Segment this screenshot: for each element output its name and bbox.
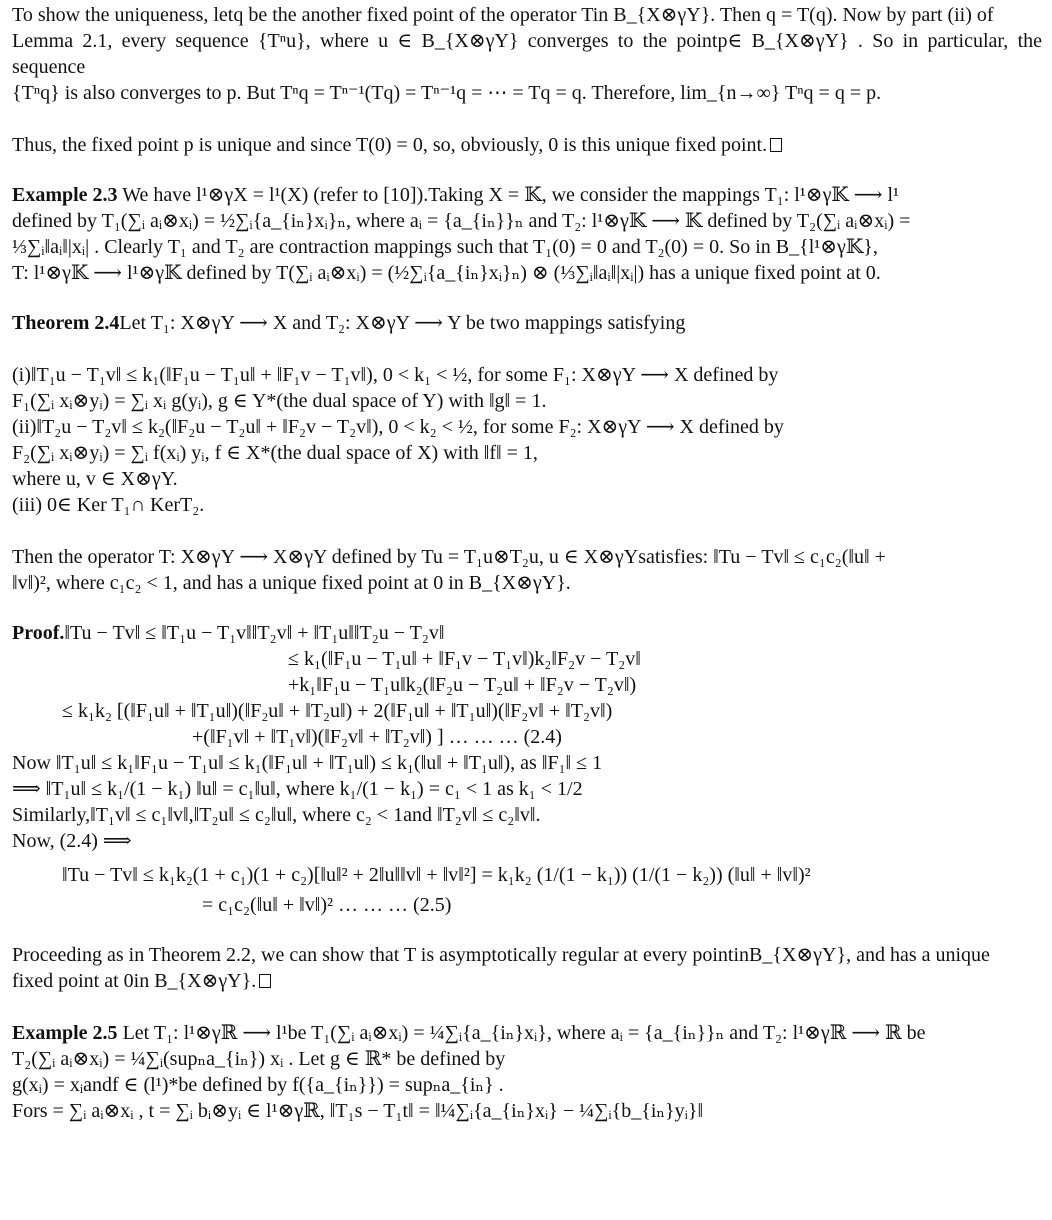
theorem-conditions — [12, 362, 1042, 518]
proof — [12, 620, 1042, 918]
text-line: T₂(∑ᵢ aᵢ⊗xᵢ) = ¼∑ᵢ(supₙa_{iₙ}) xᵢ . Let g ∈ ℝ* be defined by — [12, 1048, 506, 1070]
text-line-with-qed — [12, 132, 1042, 158]
example-2-3 — [12, 182, 1042, 286]
text-line: {Tⁿq} is also converges to p. But Tⁿq = Tⁿ⁻¹(Tq) = Tⁿ⁻¹q = ⋯ = Tq = q. Therefore, lim_{n→∞} Tⁿq = q = p. — [12, 82, 882, 104]
proof-first-line — [12, 620, 1042, 646]
text-line: Proceeding as in Theorem 2.2, we can show that T is asymptotically regular at every pointinB_{X⊗γY}, and has a unique — [12, 944, 990, 966]
text-line: To show the uniqueness, letq be the another fixed point of the operator Tin B_{X⊗γY}. Then q = T(q). Now by part (ii) of — [12, 4, 994, 26]
page — [12, 2, 1042, 1124]
example-heading: Example 2.3 — [12, 184, 118, 206]
paragraph-thus — [12, 132, 1042, 158]
text-line: ‖v‖)², where c₁c₂ < 1, and has a unique fixed point at 0 in B_{X⊗γY}. — [12, 572, 571, 594]
text-line: Lemma 2.1, every sequence {Tⁿu}, where u ∈ B_{X⊗γY} converges to the pointp∈ B_{X⊗γY} . So in particular, the sequence — [12, 30, 1042, 78]
text-line: g(xᵢ) = xᵢandf ∈ (l¹)*be defined by f({a_{iₙ}}) = supₙa_{iₙ} . — [12, 1074, 504, 1096]
text-line: ⅓∑ᵢ‖aᵢ‖|xᵢ| . Clearly T₁ and T₂ are contraction mappings such that T₁(0) = 0 and T₂(0) = 0. So in B_{l¹⊗γ𝕂}, — [12, 236, 878, 258]
paragraph-uniqueness — [12, 2, 1042, 106]
text-line: Let T₁: l¹⊗γℝ ⟶ l¹be T₁(∑ᵢ aᵢ⊗xᵢ) = ¼∑ᵢ{a_{iₙ}xᵢ}, where aᵢ = {a_{iₙ}}ₙ and T₂: l¹⊗γℝ ⟶ ℝ be — [122, 1022, 926, 1044]
condition-line: F₂(∑ᵢ xᵢ⊗yᵢ) = ∑ᵢ f(xᵢ) yᵢ, f ∈ X*(the dual space of X) with ‖f‖ = 1, — [12, 442, 538, 464]
proof-line: +k₁‖F₁u − T₁u‖k₂(‖F₂u − T₂u‖ + ‖F₂v − T₂v‖) — [288, 674, 637, 696]
text-line: We have l¹⊗γX = l¹(X) (refer to [10]).Taking X = 𝕂, we consider the mappings T₁: l¹⊗γ𝕂 ⟶ l¹ — [122, 184, 900, 206]
condition-line: (iii) 0∈ Ker T₁∩ KerT₂. — [12, 494, 205, 516]
text-line: fixed point at 0in B_{X⊗γY}. — [12, 970, 257, 992]
condition-line: (i)‖T₁u − T₁v‖ ≤ k₁(‖F₁u − T₁u‖ + ‖F₁v − T₁v‖), 0 < k₁ < ½, for some F₁: X⊗γY ⟶ X defined by — [12, 364, 779, 386]
proof-line: ⟹ ‖T₁u‖ ≤ k₁/(1 − k₁) ‖u‖ = c₁‖u‖, where k₁/(1 − k₁) = c₁ < 1 as k₁ < 1/2 — [12, 778, 583, 800]
proof-line: = c₁c₂(‖u‖ + ‖v‖)² … … … (2.5) — [202, 894, 452, 916]
example-first-line — [12, 1020, 1042, 1046]
qed-symbol — [770, 138, 782, 152]
condition-line: F₁(∑ᵢ xᵢ⊗yᵢ) = ∑ᵢ xᵢ g(yᵢ), g ∈ Y*(the dual space of Y) with ‖g‖ = 1. — [12, 390, 547, 412]
text-line: Let T₁: X⊗γY ⟶ X and T₂: X⊗γY ⟶ Y be two mappings satisfying — [119, 312, 686, 334]
proof-heading: Proof. — [12, 622, 65, 644]
paragraph-proceeding — [12, 942, 1042, 994]
proof-line: Now, (2.4) ⟹ — [12, 830, 132, 852]
example-2-5 — [12, 1020, 1042, 1124]
text-line: Fors = ∑ᵢ aᵢ⊗xᵢ , t = ∑ᵢ bᵢ⊗yᵢ ∈ l¹⊗γℝ, ‖T₁s − T₁t‖ = ‖¼∑ᵢ{a_{iₙ}xᵢ} − ¼∑ᵢ{b_{iₙ}yᵢ}‖ — [12, 1100, 704, 1122]
proof-line: Similarly,‖T₁v‖ ≤ c₁‖v‖,‖T₂u‖ ≤ c₂‖u‖, where c₂ < 1and ‖T₂v‖ ≤ c₂‖v‖. — [12, 804, 541, 826]
theorem-2-4 — [12, 310, 1042, 336]
text-line: defined by T₁(∑ᵢ aᵢ⊗xᵢ) = ½∑ᵢ{a_{iₙ}xᵢ}ₙ, where aᵢ = {a_{iₙ}}ₙ and T₂: l¹⊗γ𝕂 ⟶ 𝕂 defined by T₂(∑ᵢ aᵢ⊗xᵢ) = — [12, 210, 911, 232]
proof-line: +(‖F₁v‖ + ‖T₁v‖)(‖F₂v‖ + ‖T₂v‖) ] … … … (2.4) — [192, 726, 562, 748]
qed-symbol — [259, 974, 271, 988]
proof-line: ≤ k₁k₂ [(‖F₁u‖ + ‖T₁u‖)(‖F₂u‖ + ‖T₂u‖) + 2(‖F₁u‖ + ‖T₁u‖)(‖F₂v‖ + ‖T₂v‖) — [62, 700, 613, 722]
condition-line: where u, v ∈ X⊗γY. — [12, 468, 178, 490]
proof-line: Now ‖T₁u‖ ≤ k₁‖F₁u − T₁u‖ ≤ k₁(‖F₁u‖ + ‖T₁u‖) ≤ k₁(‖u‖ + ‖T₁u‖), as ‖F₁‖ ≤ 1 — [12, 752, 603, 774]
proof-line: ‖Tu − Tv‖ ≤ k₁k₂(1 + c₁)(1 + c₂)[‖u‖² + 2‖u‖‖v‖ + ‖v‖²] = k₁k₂ (1/(1 − k₁)) (1/(1 − k₂)) (‖u‖ + ‖v‖)² — [62, 864, 811, 886]
theorem-heading: Theorem 2.4 — [12, 312, 120, 334]
text-line: T: l¹⊗γ𝕂 ⟶ l¹⊗γ𝕂 defined by T(∑ᵢ aᵢ⊗xᵢ) = (½∑ᵢ{a_{iₙ}xᵢ}ₙ) ⊗ (⅓∑ᵢ‖aᵢ‖|xᵢ|) has a unique fixed point at 0. — [12, 262, 881, 284]
example-heading: Example 2.5 — [12, 1022, 118, 1044]
text-line: Then the operator T: X⊗γY ⟶ X⊗γY defined by Tu = T₁u⊗T₂u, u ∈ X⊗γYsatisfies: ‖Tu − Tv‖ ≤ c₁c₂(‖u‖ + — [12, 546, 886, 568]
paragraph-then — [12, 544, 1042, 596]
condition-line: (ii)‖T₂u − T₂v‖ ≤ k₂(‖F₂u − T₂u‖ + ‖F₂v − T₂v‖), 0 < k₂ < ½, for some F₂: X⊗γY ⟶ X defined by — [12, 416, 784, 438]
proof-line: ‖Tu − Tv‖ ≤ ‖T₁u − T₁v‖‖T₂v‖ + ‖T₁u‖‖T₂u − T₂v‖ — [64, 622, 445, 644]
text-line-with-qed — [12, 968, 1042, 994]
proof-line: ≤ k₁(‖F₁u − T₁u‖ + ‖F₁v − T₁v‖)k₂‖F₂v − T₂v‖ — [288, 648, 641, 670]
theorem-first-line — [12, 310, 1042, 336]
text-line: Thus, the fixed point p is unique and since T(0) = 0, so, obviously, 0 is this unique fixed point. — [12, 134, 768, 156]
example-first-line — [12, 182, 1042, 208]
